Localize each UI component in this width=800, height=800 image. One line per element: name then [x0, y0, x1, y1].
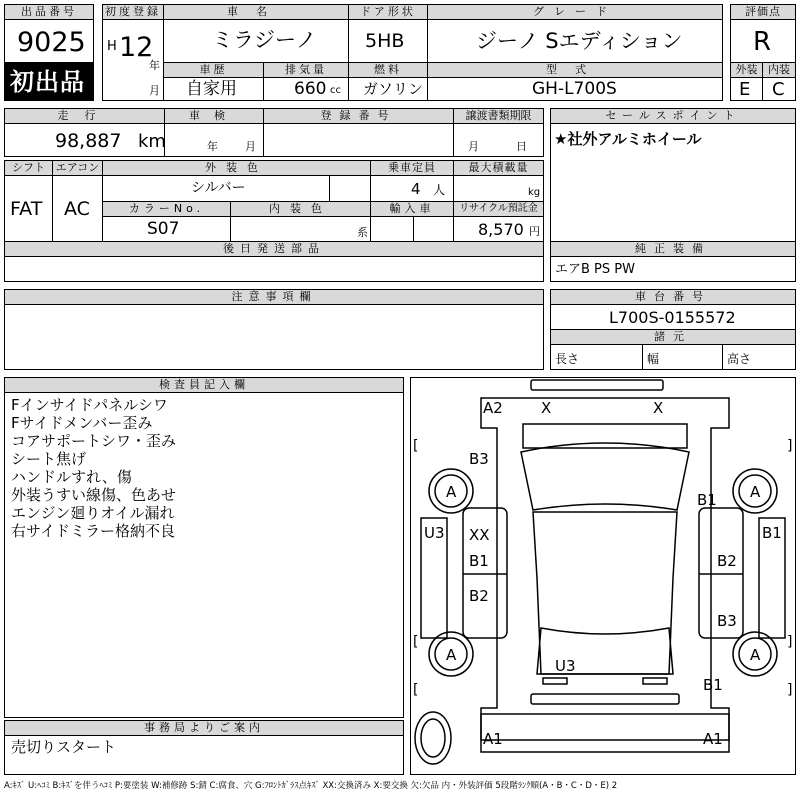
inspection-year: 年 [207, 140, 218, 153]
genuine-equip-value: エアB PS PW [555, 262, 635, 277]
inspection-month: 月 [245, 140, 256, 153]
car-name-label: 車名 [163, 4, 349, 20]
mark-bumper-right: A1 [703, 730, 723, 748]
color-no-label: カラーNo. [102, 201, 231, 217]
maxload-label: 最大積載量 [453, 160, 544, 176]
svg-text:]: ] [787, 682, 793, 698]
year-unit: 年 [149, 59, 160, 72]
mark-right-rear-fender: B1 [703, 676, 723, 694]
mark-front-left: A2 [483, 399, 503, 417]
fuel-value: ガソリン [363, 80, 424, 98]
inspector-remark-item: 外装うすい線傷、色あせ [11, 486, 177, 504]
car-name-box [163, 19, 349, 63]
shift-box [4, 175, 53, 242]
mark-right-side: B1 [762, 524, 782, 542]
shift-label: シフト [4, 160, 53, 176]
inspector-remark-item: Fインサイドパネルシワ [11, 396, 168, 414]
mark-left-rear-door: B2 [469, 587, 489, 605]
mileage-label: 走行 [4, 108, 165, 124]
ac-box [52, 175, 103, 242]
capacity-unit: 人 [433, 183, 446, 197]
score-label: 評価点 [730, 4, 796, 20]
car-name: ミラジーノ [212, 28, 317, 52]
legend: A:ｷｽﾞ U:ﾍｺﾐ B:ｷｽﾞを伴うﾍｺﾐ P:要塗装 W:補修跡 S:錆 C:腐食、穴 G:ﾌﾛﾝﾄｶﾞﾗｽ点ｷｽﾞ XX:交換済み X:要交換 欠:欠品 内・外装評価 5段階ﾗﾝｸ順(A・B・C・D・E) 2 [4, 781, 618, 791]
inspector-remark-item: シート焦げ [11, 450, 87, 468]
first-listing-text: 初出品 [10, 68, 85, 96]
mileage-box [4, 123, 165, 157]
recycle-label: リサイクル預託金 [453, 201, 544, 217]
transfer-label: 譲渡書類期限 [453, 108, 544, 124]
roof-outline [533, 512, 677, 674]
mark-left-front-fender: B3 [469, 450, 489, 468]
mark-right-front-fender: B1 [697, 491, 717, 509]
ext-color-box [102, 175, 371, 202]
first-listing-badge [4, 63, 94, 101]
ac-label: エアコン [52, 160, 103, 176]
length-label: 長さ [555, 352, 580, 366]
recycle-value: 8,570 [478, 220, 524, 239]
chassis-box [550, 304, 796, 330]
windshield [521, 443, 689, 510]
model-value: GH-L700S [532, 79, 617, 99]
grade-label: グレード [427, 4, 723, 20]
later-parts-label: 後日発送部品 [4, 241, 544, 257]
interior-grade: C [772, 79, 785, 100]
dims-label: 諸元 [550, 329, 796, 345]
office-box [4, 735, 404, 775]
genuine-equip-label: 純正装備 [550, 241, 796, 257]
history-label: 車歴 [163, 62, 264, 78]
mark-bumper-left: A1 [483, 730, 503, 748]
front-bumper [531, 380, 663, 390]
lot-number-box [4, 19, 94, 63]
mark-front-x2: X [653, 399, 664, 417]
width-label: 幅 [647, 352, 660, 366]
mark-front-x1: X [541, 399, 552, 417]
mileage-unit: km [138, 131, 166, 152]
lot-number-label: 出品番号 [4, 4, 94, 20]
svg-text:[: [ [413, 438, 419, 454]
interior-label: 内装 [762, 62, 796, 78]
sales-point-label: セールスポイント [550, 108, 796, 124]
door-box [348, 19, 428, 63]
int-color-box [230, 216, 371, 242]
grade-box [427, 19, 723, 63]
inspector-remark-item: エンジン廻りオイル漏れ [11, 504, 175, 522]
mark-left-rear-wheel: A [446, 646, 457, 664]
displacement-value: 660 [294, 79, 327, 99]
mileage-value: 98,887 [55, 130, 122, 152]
transfer-box [453, 123, 544, 157]
inspector-remarks-list [11, 396, 176, 540]
inspector-remark-item: 右サイドミラー格納不良 [11, 522, 175, 540]
exterior-grade: E [739, 79, 751, 100]
exterior-box [730, 77, 763, 101]
height-label: 高さ [727, 352, 752, 366]
month-unit: 月 [149, 84, 160, 97]
reg-no-box [263, 123, 454, 157]
caution-label: 注意事項欄 [4, 289, 544, 305]
color-no-value: S07 [147, 219, 180, 239]
int-color-label: 内装色 [230, 201, 371, 217]
dims-box [550, 344, 796, 370]
genuine-equip-box [550, 256, 796, 282]
office-text: 売切りスタート [11, 738, 117, 756]
door-label: ドア形状 [348, 4, 428, 20]
first-reg-year: 12 [119, 32, 154, 63]
displacement-box [263, 77, 349, 101]
model-box [427, 77, 723, 101]
bottom-bumper [481, 714, 729, 752]
displacement-label: 排気量 [263, 62, 349, 78]
body-outline [481, 398, 729, 740]
maxload-unit: kg [528, 187, 541, 198]
fuel-box [348, 77, 428, 101]
interior-box [762, 77, 796, 101]
inspection-box [164, 123, 264, 157]
score-box [730, 19, 796, 63]
exterior-label: 外装 [730, 62, 763, 78]
sales-point-text: ★社外アルミホイール [554, 130, 702, 148]
capacity-label: 乗車定員 [370, 160, 454, 176]
mark-right-rear-door: B3 [717, 612, 737, 630]
svg-text:[: [ [413, 634, 419, 650]
maxload-box [453, 175, 544, 202]
transfer-day: 日 [516, 140, 527, 153]
chassis-value: L700S-0155572 [609, 308, 736, 327]
dims-divider-1 [642, 345, 643, 369]
color-no-box [102, 216, 231, 242]
inspector-remark-item: コアサポートシワ・歪み [11, 432, 177, 450]
import-divider [413, 217, 414, 241]
ac-value: AC [64, 198, 90, 220]
inspector-remark-item: ハンドルすれ、傷 [11, 468, 132, 486]
import-label: 輸入車 [370, 201, 454, 217]
mark-rear-center: U3 [555, 657, 576, 675]
first-reg-label: 初度登録 [102, 4, 164, 20]
recycle-unit: 円 [529, 225, 540, 238]
displacement-unit: cc [330, 85, 341, 96]
inspector-remark-item: Fサイドメンバー歪み [11, 414, 153, 432]
mark-right-front-wheel: A [750, 483, 761, 501]
mark-left-front-wheel: A [446, 483, 457, 501]
first-reg-box [102, 19, 164, 101]
caution-box [4, 304, 544, 370]
shift-value: FAT [10, 198, 43, 220]
ext-color-divider [329, 176, 330, 201]
dims-divider-2 [722, 345, 723, 369]
reg-no-label: 登録番号 [263, 108, 454, 124]
mark-left-front-door-xx: XX [469, 526, 490, 544]
inspection-label: 車検 [164, 108, 264, 124]
grade-value: ジーノ Sエディション [476, 29, 683, 53]
history-value: 自家用 [186, 79, 237, 99]
later-parts-box [4, 256, 544, 282]
ext-color-value: シルバー [191, 180, 246, 196]
model-label: 型式 [427, 62, 723, 78]
mark-right-front-door: B2 [717, 552, 737, 570]
import-box [370, 216, 454, 242]
mark-left-front-door: B1 [469, 552, 489, 570]
ext-color-label: 外装色 [102, 160, 371, 176]
era: H [107, 39, 117, 54]
transfer-month: 月 [468, 140, 479, 153]
svg-text:]: ] [787, 438, 793, 454]
hood-outline [523, 424, 687, 448]
car-diagram [410, 377, 796, 775]
door-value: 5HB [365, 30, 405, 52]
mark-right-rear-wheel: A [750, 646, 761, 664]
recycle-box [453, 216, 544, 242]
rear-bumper [531, 694, 679, 704]
inspector-label: 検査員記入欄 [4, 377, 404, 393]
svg-text:]: ] [787, 634, 793, 650]
inspector-box [4, 392, 404, 718]
office-label: 事務局よりご案内 [4, 720, 404, 736]
score-value: R [753, 27, 772, 57]
capacity-value: 4 [411, 180, 421, 198]
mark-left-side: U3 [424, 524, 445, 542]
car-diagram-svg [411, 378, 795, 774]
history-box [163, 77, 264, 101]
capacity-box [370, 175, 454, 202]
int-color-unit: 系 [357, 226, 368, 239]
lot-number: 9025 [17, 27, 86, 58]
sales-point-box [550, 123, 796, 242]
fuel-label: 燃料 [348, 62, 428, 78]
chassis-label: 車台番号 [550, 289, 796, 305]
svg-text:[: [ [413, 682, 419, 698]
